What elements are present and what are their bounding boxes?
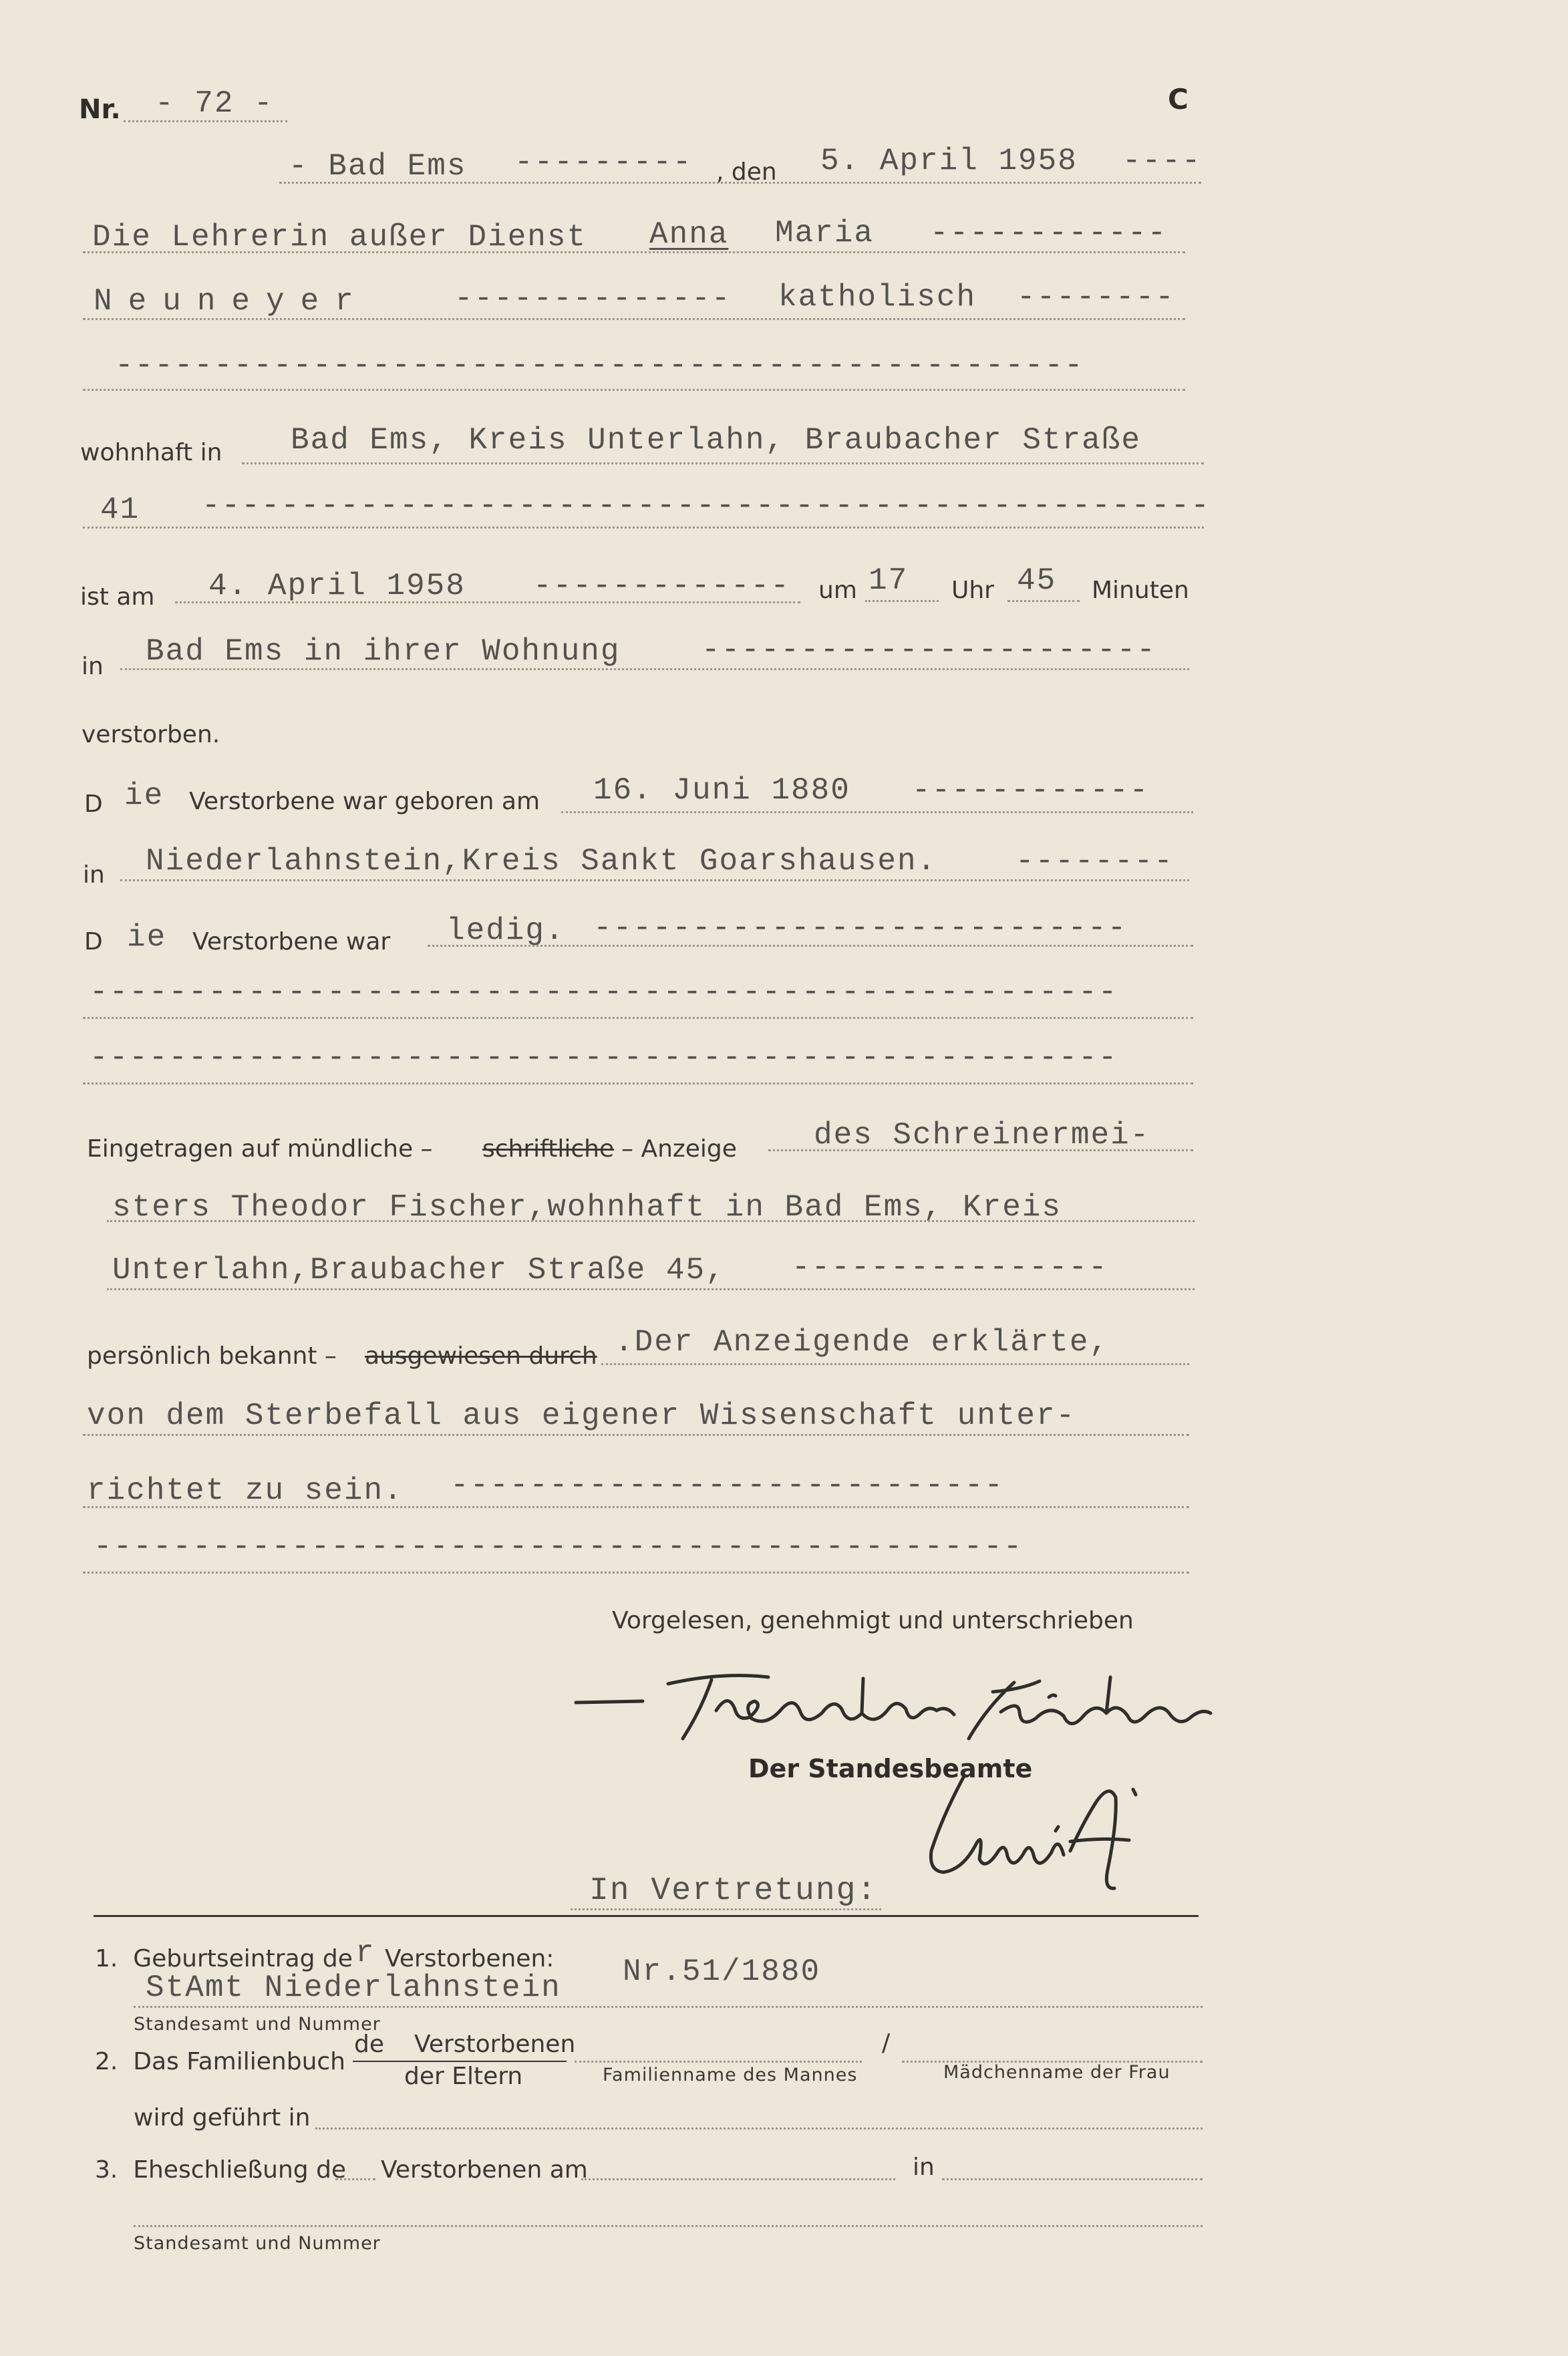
hour-line (865, 600, 939, 602)
name-separator: / (882, 2029, 891, 2057)
person-line-1 (83, 251, 1185, 253)
family-book-divider (353, 2061, 567, 2062)
hour-label: Uhr (951, 577, 994, 604)
deceased-occupation: Die Lehrerin außer Dienst (92, 220, 587, 255)
surname-fill: -------------- (454, 281, 732, 316)
birth-entry-office: StAmt Niederlahnstein (146, 1970, 561, 2005)
birth-in-label: in (83, 861, 105, 889)
record-number-line (124, 120, 287, 122)
report-line-3 (107, 1288, 1195, 1290)
registry-office-number-caption-2: Standesamt und Nummer (134, 2233, 381, 2254)
minutes-label: Minuten (1092, 577, 1189, 604)
place-fill: --------- (514, 145, 693, 180)
family-book-de: de (354, 2031, 384, 2058)
residence-label: wohnhaft in (80, 439, 222, 466)
person-line-3 (83, 389, 1185, 391)
residence-line-2 (83, 527, 1204, 529)
registration-date: 5. April 1958 (820, 144, 1078, 178)
at-label: um (818, 577, 857, 604)
read-approved-signed: Vorgelesen, genehmigt und unterschrieben (612, 1607, 1134, 1634)
informant-signature (568, 1657, 1223, 1751)
marriage-de-line (335, 2178, 375, 2180)
marriage-registry-line (134, 2225, 1203, 2227)
deputy-line (571, 1908, 881, 1910)
birth-entry-line (134, 2006, 1203, 2008)
marriage-in-label: in (913, 2154, 935, 2181)
deputy-typed: In Vertretung: (589, 1873, 878, 1909)
marriage-place-line (942, 2178, 1203, 2180)
registry-office-number-caption: Standesamt und Nummer (134, 2014, 381, 2035)
footer-rule (94, 1915, 1199, 1917)
nr-label: Nr. (79, 94, 121, 125)
status-ie-typed: ie (127, 920, 167, 955)
marital-status: ledig. (446, 913, 565, 948)
maiden-name-caption: Mädchenname der Frau (943, 2062, 1170, 2083)
registrar-signature (915, 1771, 1169, 1904)
notice-label: – Anzeige (621, 1135, 737, 1163)
known-label: persönlich bekannt – (87, 1342, 337, 1370)
marital-status-line (428, 945, 1193, 947)
religion-fill: -------- (1017, 280, 1175, 315)
minutes-line (1007, 600, 1080, 602)
family-book-deceased: Verstorbenen (414, 2031, 576, 2058)
report-text-6: richtet zu sein. (87, 1473, 404, 1508)
status-line-3 (83, 1082, 1193, 1084)
person-line-fill: ------------ (930, 216, 1168, 251)
death-place-fill: ----------------------- (701, 633, 1156, 668)
died-on-label: ist am (80, 583, 155, 611)
report-text-1: des Schreinermei- (814, 1118, 1150, 1153)
place-of-registration: - Bad Ems (289, 149, 467, 184)
report-line-4 (601, 1363, 1189, 1365)
birth-d-label: D (84, 790, 103, 818)
register-letter: C (1168, 83, 1189, 116)
birth-entry-number: Nr.51/1880 (623, 1954, 821, 1989)
status-d-label: D (84, 928, 103, 955)
birth-ie-typed: ie (124, 778, 164, 813)
first-name: Anna (649, 217, 729, 252)
religion: katholisch (778, 280, 977, 315)
in-label: in (82, 653, 104, 680)
death-place: Bad Ems in ihrer Wohnung (146, 634, 621, 669)
person-line-2 (83, 318, 1185, 320)
house-fill: --------------------------------------------------- (202, 488, 1211, 523)
husband-name-line (575, 2061, 862, 2063)
registrar-label: Der Standesbeamte (748, 1754, 1033, 1783)
deceased-label: verstorben. (82, 721, 220, 748)
report-text-3: Unterlahn,Braubacher Straße 45, (112, 1253, 726, 1288)
birth-date-fill: ------------ (912, 773, 1150, 808)
birth-place-line (120, 879, 1189, 881)
family-book-parents: der Eltern (404, 2063, 523, 2090)
report-text-5: von dem Sterbefall aus eigener Wissenschaft unter- (87, 1398, 1076, 1433)
written-struck: schriftliche (482, 1135, 615, 1163)
marriage-date-line (581, 2178, 895, 2180)
husband-surname-caption: Familienname des Mannes (603, 2065, 858, 2085)
house-number: 41 (100, 492, 140, 527)
residence-address: Bad Ems, Kreis Unterlahn, Braubacher Straße (291, 423, 1141, 458)
death-place-line (120, 668, 1189, 670)
death-hour: 17 (869, 563, 909, 598)
birth-place: Niederlahnstein,Kreis Sankt Goarshausen. (146, 844, 937, 879)
marriage-deceased-on-label: Verstorbenen am (381, 2156, 588, 2184)
identified-struck: ausgewiesen durch (365, 1342, 597, 1370)
middle-name: Maria (775, 216, 875, 251)
birth-date: 16. Juni 1880 (593, 773, 850, 808)
marital-status-fill: --------------------------- (593, 911, 1128, 945)
surname: Neuneyer (94, 284, 369, 319)
death-date: 4. April 1958 (208, 569, 466, 603)
place-date-line (279, 182, 1201, 184)
report-line-7 (83, 1572, 1189, 1574)
birth-place-fill: -------- (1015, 844, 1174, 879)
person-line-3-fill: ------------------------------------------------- (115, 348, 1084, 383)
status-line-2 (83, 1017, 1193, 1019)
death-minutes: 45 (1017, 563, 1057, 598)
birth-date-line (561, 811, 1193, 813)
marriage-label: 3. Eheschließung de (95, 2156, 347, 2184)
record-number: - 72 - (155, 86, 274, 121)
report-text-4: .Der Anzeigende erklärte, (615, 1325, 1110, 1360)
birth-entry-r-typed: r (355, 1936, 375, 1970)
death-date-fill: ------------- (533, 569, 790, 603)
birth-entry-deceased-label: Verstorbenen: (385, 1945, 555, 1972)
death-date-line (175, 601, 800, 603)
report-text-3-fill: ---------------- (792, 1250, 1108, 1285)
report-line-1 (768, 1149, 1193, 1151)
report-blank-line: ----------------------------------------------- (94, 1529, 1024, 1564)
den-label: , den (716, 158, 777, 186)
blank-status-line-2: ---------------------------------------------------- (90, 1040, 1118, 1075)
report-line-5 (83, 1434, 1189, 1436)
kept-in-line (315, 2127, 1203, 2129)
report-text-2: sters Theodor Fischer,wohnhaft in Bad Ems, Kreis (112, 1190, 1062, 1225)
birth-entry-label: 1. Geburtseintrag de (95, 1945, 353, 1972)
family-book-label: 2. Das Familienbuch (95, 2048, 345, 2075)
status-label: Verstorbene war (192, 928, 391, 955)
date-fill: ---- (1122, 144, 1202, 178)
blank-status-line-1: ---------------------------------------------------- (90, 975, 1118, 1010)
kept-in-label: wird geführt in (134, 2104, 311, 2131)
born-on-label: Verstorbene war geboren am (189, 788, 540, 815)
residence-line-1 (242, 462, 1204, 464)
registered-label: Eingetragen auf mündliche – (87, 1135, 433, 1163)
report-line-2 (107, 1220, 1195, 1222)
report-line-6 (83, 1506, 1189, 1508)
report-text-6-fill: ---------------------------- (450, 1468, 1004, 1503)
